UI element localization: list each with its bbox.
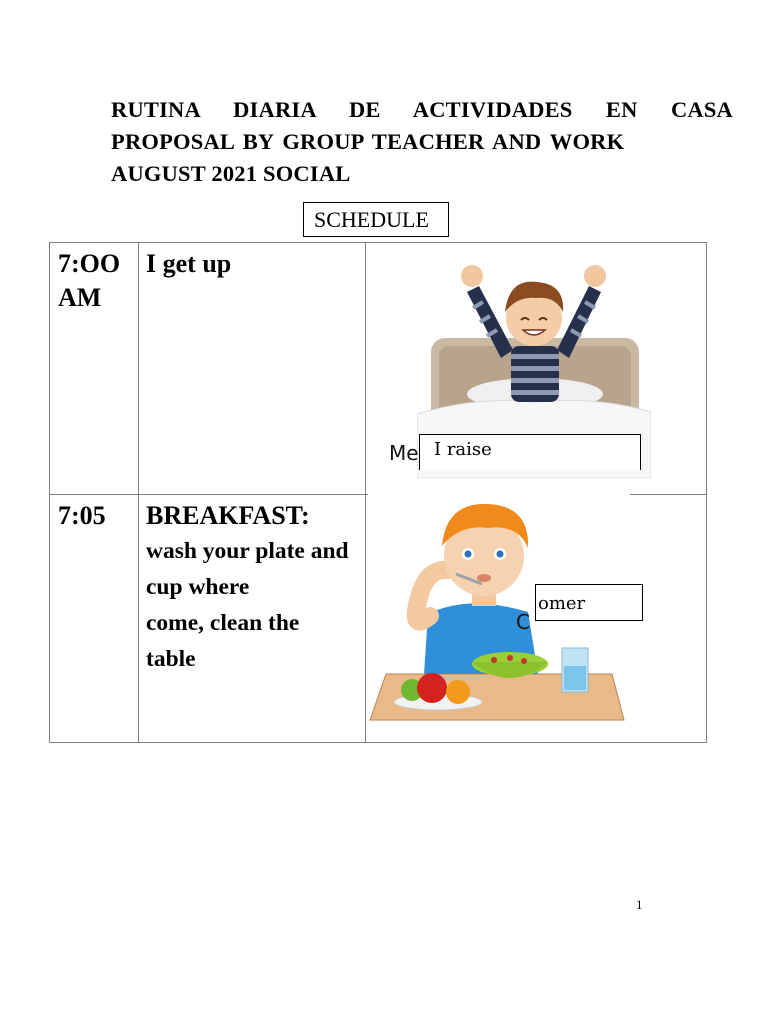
row-1-activity bbox=[146, 247, 231, 281]
heading-line-1: RUTINA DIARIA DE ACTIVIDADES EN CASA bbox=[111, 97, 733, 122]
row-1-time-line-2: AM bbox=[58, 283, 102, 312]
row-1-box-label: I raise bbox=[419, 434, 641, 470]
row-2-time bbox=[58, 499, 106, 533]
row-2-activity bbox=[146, 499, 386, 677]
row-1-side-label: Me bbox=[389, 441, 419, 465]
column-divider bbox=[138, 243, 139, 742]
heading-line-3: AUGUST 2021 SOCIAL bbox=[111, 161, 351, 186]
row-2-box-label: omer bbox=[535, 584, 643, 621]
row-2-activity-line: cup where bbox=[146, 574, 250, 600]
row-2-activity-line: wash your plate and bbox=[146, 538, 349, 564]
row-2-activity-line: table bbox=[146, 646, 196, 672]
row-1-time-line-1: 7:OO bbox=[58, 249, 121, 278]
row-2-time-line-1: 7:05 bbox=[58, 501, 106, 530]
row-2-activity-title: BREAKFAST: bbox=[146, 501, 310, 530]
row-2-activity-line: come, clean the bbox=[146, 610, 300, 636]
page-number: 1 bbox=[636, 897, 643, 912]
document-heading bbox=[111, 94, 733, 190]
row-1-activity-title: I get up bbox=[146, 249, 232, 278]
heading-line-2: PROPOSAL BY GROUP TEACHER AND WORK bbox=[111, 129, 625, 154]
schedule-label: SCHEDULE bbox=[303, 202, 449, 237]
row-1-time bbox=[58, 247, 120, 315]
row-2-side-label: C bbox=[516, 610, 530, 634]
